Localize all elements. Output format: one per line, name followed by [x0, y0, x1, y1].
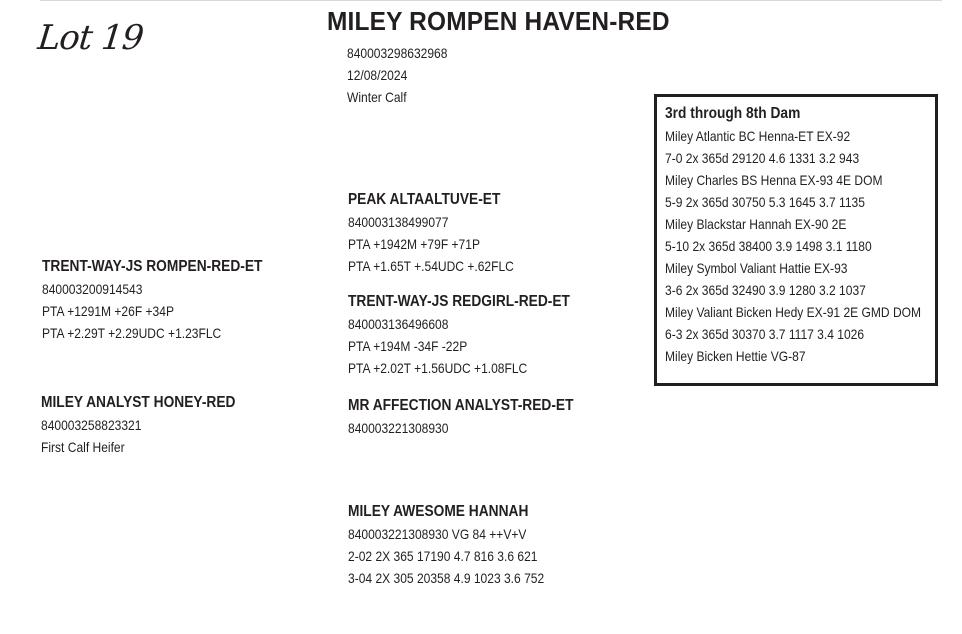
dam-dam-record-1: 2-02 2X 365 17190 4.7 816 3.6 621	[348, 548, 538, 564]
dams-box-line: 5-10 2x 365d 38400 3.9 1498 3.1 1180	[665, 238, 872, 254]
sire-dam-block	[348, 291, 606, 379]
sire-dam-registration: 840003136496608	[348, 316, 449, 332]
dams-box	[654, 94, 938, 386]
sire-registration: 840003200914543	[42, 281, 143, 297]
dams-box-line: Miley Atlantic BC Henna-ET EX-92	[665, 128, 851, 144]
sire-sire-block	[348, 189, 541, 277]
dams-box-line: Miley Blackstar Hannah EX-90 2E	[665, 216, 847, 232]
sire-sire-registration: 840003138499077	[348, 214, 449, 230]
animal-class: Winter Calf	[347, 89, 407, 105]
dams-box-title: 3rd through 8th Dam	[665, 105, 801, 122]
dams-box-line: Miley Valiant Bicken Hedy EX-91 2E GMD DOM	[665, 304, 922, 320]
dams-box-line: 6-3 2x 365d 30370 3.7 1117 3.4 1026	[665, 326, 865, 342]
dams-box-line: Miley Charles BS Henna EX-93 4E DOM	[665, 172, 883, 188]
dam-sire-block	[348, 395, 610, 439]
animal-registration: 840003298632968	[347, 45, 448, 61]
sire-sire-name: PEAK ALTAALTUVE-ET	[348, 191, 501, 208]
top-divider	[40, 0, 942, 1]
sire-dam-pta-production: PTA +194M -34F -22P	[348, 338, 468, 354]
sire-sire-pta-production: PTA +1942M +79F +71P	[348, 236, 480, 252]
animal-birth-date: 12/08/2024	[347, 67, 408, 83]
animal-name: MILEY ROMPEN HAVEN-RED	[327, 6, 670, 36]
dam-sire-registration: 840003221308930	[348, 420, 449, 436]
sire-name: TRENT-WAY-JS ROMPEN-RED-ET	[42, 258, 263, 275]
sire-block	[42, 256, 298, 344]
dam-name: MILEY ANALYST HONEY-RED	[41, 394, 236, 411]
dam-registration: 840003258823321	[41, 417, 142, 433]
sire-dam-pta-type: PTA +2.02T +1.56UDC +1.08FLC	[348, 360, 528, 376]
animal-info	[347, 42, 464, 108]
dams-box-line: 3-6 2x 365d 32490 3.9 1280 3.2 1037	[665, 282, 866, 298]
sire-pta-type: PTA +2.29T +2.29UDC +1.23FLC	[42, 325, 222, 341]
sire-pta-production: PTA +1291M +26F +34P	[42, 303, 174, 319]
lot-number: Lot 19	[35, 18, 145, 58]
dam-sire-name: MR AFFECTION ANALYST-RED-ET	[348, 397, 574, 414]
dam-dam-registration: 840003221308930 VG 84 ++V+V	[348, 526, 527, 542]
sire-sire-pta-type: PTA +1.65T +.54UDC +.62FLC	[348, 258, 514, 274]
dam-note: First Calf Heifer	[41, 439, 125, 455]
dam-dam-name: MILEY AWESOME HANNAH	[348, 503, 529, 520]
dam-dam-record-2: 3-04 2X 305 20358 4.9 1023 3.6 752	[348, 570, 545, 586]
dams-box-line: Miley Bicken Hettie VG-87	[665, 348, 806, 364]
sire-dam-name: TRENT-WAY-JS REDGIRL-RED-ET	[348, 293, 570, 310]
dams-box-line: 7-0 2x 365d 29120 4.6 1331 3.2 943	[665, 150, 860, 166]
dam-dam-block	[348, 501, 576, 589]
dams-box-line: 5-9 2x 365d 30750 5.3 1645 3.7 1135	[665, 194, 865, 210]
dams-box-line: Miley Symbol Valiant Hattie EX-93	[665, 260, 848, 276]
dam-block	[41, 392, 267, 458]
